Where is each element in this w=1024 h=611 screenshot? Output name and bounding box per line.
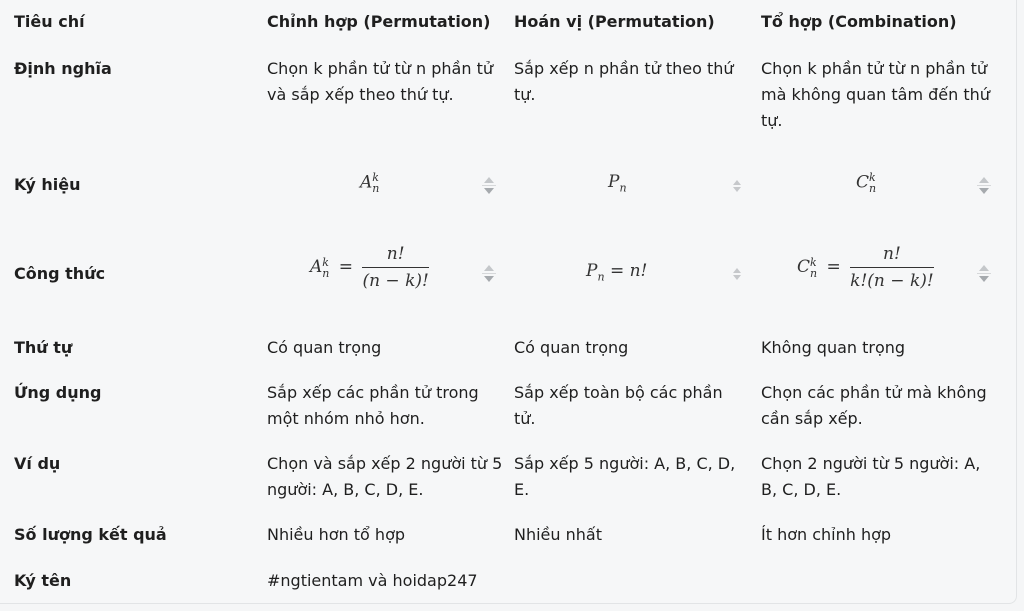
notation-to-hop-sub: n [869,182,877,195]
scroll-spinner-formula-3[interactable] [978,262,990,286]
scroll-down-icon[interactable] [979,276,989,282]
row-label-example: Ví dụ [14,454,61,473]
example-hoan-vi: Sắp xếp 5 người: A, B, C, D, E. [514,454,736,499]
scroll-spinner-formula-1[interactable] [483,262,495,286]
table-row-formula [0,244,1016,304]
notation-hoan-vi-base: P [608,172,620,192]
formula-chinh-hop [310,244,429,291]
application-hoan-vi: Sắp xếp toàn bộ các phần tử. [514,383,723,428]
formula-to-hop-fraction [850,244,934,291]
example-to-hop: Chọn 2 người từ 5 người: A, B, C, D, E. [761,454,981,499]
scroll-down-icon[interactable] [484,188,494,194]
notation-chinh-hop-sub: n [372,182,380,195]
formula-to-hop-equals: = [826,257,841,277]
scroll-up-icon[interactable] [979,265,989,271]
definition-hoan-vi: Sắp xếp n phần tử theo thứ tự. [514,59,734,104]
table-row-application [0,380,1016,436]
formula-to-hop-denominator: k!(n − k)! [850,271,934,291]
formula-to-hop-numerator: n! [850,244,934,268]
header-criteria: Tiêu chí [14,12,85,31]
scroll-down-icon[interactable] [733,187,741,192]
formula-chinh-hop-fraction [362,244,428,291]
order-chinh-hop: Có quan trọng [267,338,382,357]
scroll-up-icon[interactable] [733,268,741,273]
row-label-formula: Công thức [14,264,106,283]
formula-hoan-vi [586,261,647,283]
notation-chinh-hop [360,172,379,194]
notation-to-hop-base: C [856,172,870,193]
row-label-notation: Ký hiệu [14,175,81,194]
application-chinh-hop: Sắp xếp các phần tử trong một nhóm nhỏ hơn. [267,383,479,428]
formula-to-hop-lhs-sup: k [810,255,817,269]
formula-chinh-hop-lhs-sub: n [322,266,330,280]
result-count-hoan-vi: Nhiều nhất [514,525,602,544]
scroll-down-icon[interactable] [484,276,494,282]
header-hoan-vi: Hoán vị (Permutation) [514,12,715,31]
scroll-spinner-notation-2[interactable] [732,174,744,198]
header-to-hop: Tổ hợp (Combination) [761,12,957,31]
header-chinh-hop: Chỉnh hợp (Permutation) [267,12,491,31]
notation-chinh-hop-base: A [360,172,373,193]
definition-to-hop: Chọn k phần tử từ n phần tử mà không quan tâm đến thứ tự. [761,59,990,130]
row-label-signature: Ký tên [14,571,72,590]
table-header-row [0,9,1016,39]
row-label-result-count: Số lượng kết quả [14,525,167,544]
table-row-example [0,451,1016,507]
table-row-result-count [0,522,1016,552]
scroll-down-icon[interactable] [733,275,741,280]
notation-hoan-vi [608,172,627,194]
formula-to-hop [797,244,934,291]
scroll-spinner-notation-1[interactable] [483,174,495,198]
result-count-to-hop: Ít hơn chỉnh hợp [761,525,892,544]
formula-chinh-hop-lhs-base: A [310,257,323,277]
formula-chinh-hop-equals: = [338,257,354,277]
example-chinh-hop: Chọn và sắp xếp 2 người từ 5 người: A, B, C, D, E. [267,454,503,499]
row-label-application: Ứng dụng [14,383,102,402]
formula-to-hop-lhs-sub: n [810,266,818,280]
scroll-up-icon[interactable] [484,265,494,271]
scroll-up-icon[interactable] [979,177,989,183]
table-row-definition [0,56,1016,136]
table-row-notation [0,172,1016,202]
scroll-up-icon[interactable] [733,180,741,185]
order-hoan-vi: Có quan trọng [514,338,629,357]
application-to-hop: Chọn các phần tử mà không cần sắp xếp. [761,383,987,428]
order-to-hop: Không quan trọng [761,338,906,357]
formula-hoan-vi-lhs-sub: n [597,270,605,284]
result-count-chinh-hop: Nhiều hơn tổ hợp [267,525,406,544]
table-row-order [0,335,1016,365]
definition-chinh-hop: Chọn k phần tử từ n phần tử và sắp xếp theo thứ tự. [267,59,493,104]
scroll-spinner-notation-3[interactable] [978,174,990,198]
row-label-definition: Định nghĩa [14,59,112,78]
notation-to-hop [856,172,876,194]
formula-hoan-vi-rhs: = n! [609,261,648,281]
notation-hoan-vi-sub: n [619,181,627,195]
notation-to-hop-sup: k [869,171,876,184]
formula-chinh-hop-denominator: (n − k)! [362,271,429,291]
formula-chinh-hop-numerator: n! [362,244,428,268]
signature-value: #ngtientam và hoidap247 [267,571,478,590]
formula-to-hop-lhs-base: C [797,257,811,277]
table-row-signature [0,568,1016,598]
formula-chinh-hop-lhs-sup: k [322,255,329,269]
scroll-up-icon[interactable] [484,177,494,183]
scroll-spinner-formula-2[interactable] [732,262,744,286]
scroll-down-icon[interactable] [979,188,989,194]
formula-hoan-vi-lhs-base: P [586,261,598,281]
notation-chinh-hop-sup: k [372,171,379,184]
row-label-order: Thứ tự [14,338,73,357]
